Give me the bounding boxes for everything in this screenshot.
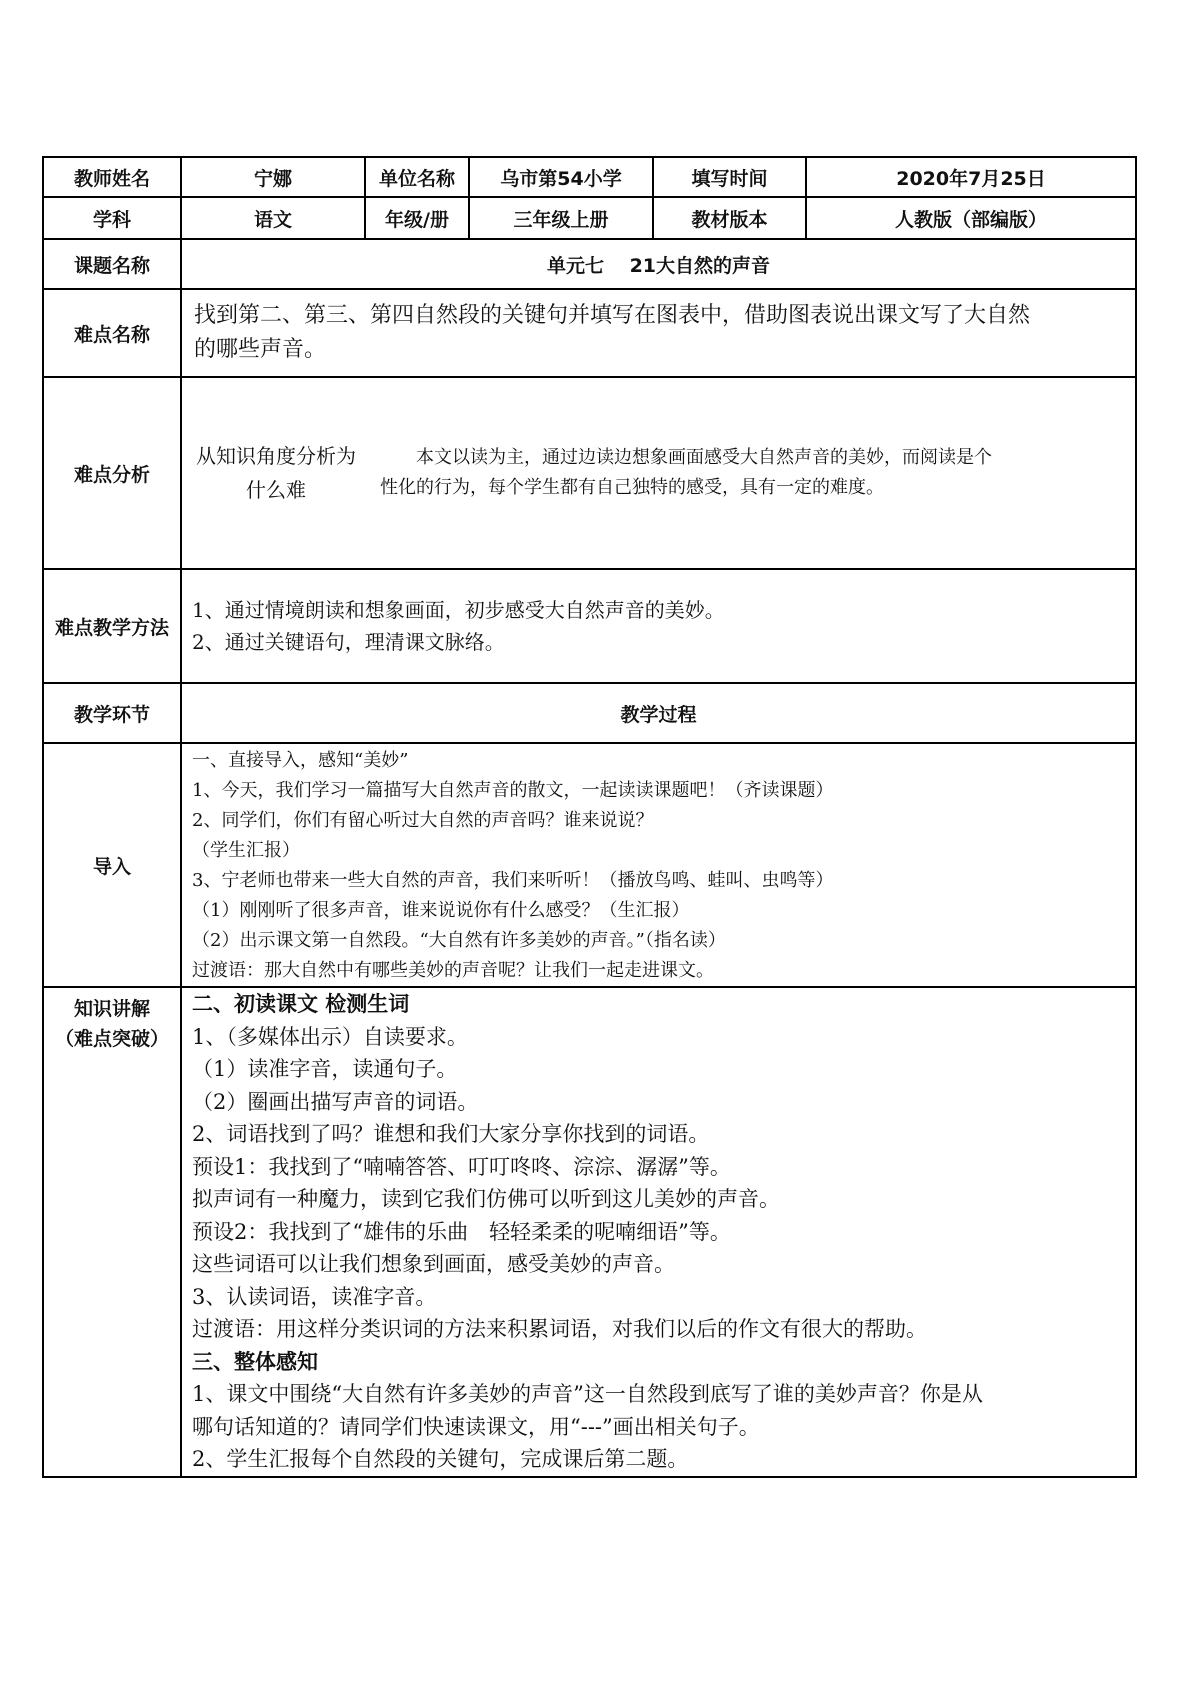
intro-line: （1）刚刚听了很多声音，谁来说说你有什么感受？（生汇报） bbox=[192, 900, 690, 921]
lesson-plan-table bbox=[42, 156, 1137, 1478]
knowledge-line: 拟声词有一种魔力，读到它我们仿佛可以听到这儿美妙的声音。 bbox=[192, 1187, 780, 1211]
edition-label: 教材版本 bbox=[653, 197, 806, 239]
topic-value: 单元七 21大自然的声音 bbox=[181, 239, 1136, 289]
difficulty-label: 难点名称 bbox=[43, 289, 181, 377]
topic-label: 课题名称 bbox=[43, 239, 181, 289]
knowledge-label-line: （难点突破） bbox=[54, 1028, 169, 1050]
unit-label: 单位名称 bbox=[365, 157, 469, 197]
date-label: 填写时间 bbox=[653, 157, 806, 197]
knowledge-row bbox=[43, 987, 1136, 1477]
fill-date: 2020年7月25日 bbox=[806, 157, 1136, 197]
knowledge-line: 过渡语：用这样分类识词的方法来积累词语，对我们以后的作文有很大的帮助。 bbox=[192, 1317, 927, 1341]
method-line: 1、通过情境朗读和想象画面，初步感受大自然声音的美妙。 bbox=[192, 598, 725, 622]
knowledge-line: 2、学生汇报每个自然段的关键句，完成课后第二题。 bbox=[192, 1447, 689, 1471]
method-row bbox=[43, 569, 1136, 683]
knowledge-line: 这些词语可以让我们想象到画面，感受美妙的声音。 bbox=[192, 1252, 675, 1276]
teacher-label: 教师姓名 bbox=[43, 157, 181, 197]
intro-line: （学生汇报） bbox=[192, 840, 300, 861]
intro-line: 过渡语：那大自然中有哪些美妙的声音呢？让我们一起走进课文。 bbox=[192, 960, 714, 981]
difficulty-row bbox=[43, 289, 1136, 377]
header-row-2 bbox=[43, 197, 1136, 239]
analysis-row bbox=[43, 377, 1136, 569]
difficulty-line: 找到第二、第三、第四自然段的关键句并填写在图表中，借助图表说出课文写了大自然 bbox=[194, 303, 1031, 328]
knowledge-line: 预设1：我找到了“喃喃答答、叮叮咚咚、淙淙、潺潺”等。 bbox=[192, 1154, 731, 1179]
intro-row bbox=[43, 743, 1136, 987]
knowledge-line: 预设2：我找到了“雄伟的乐曲 轻轻柔柔的呢喃细语”等。 bbox=[192, 1219, 731, 1244]
edition-value: 人教版（部编版） bbox=[806, 197, 1136, 239]
knowledge-line: 3、认读词语，读准字音。 bbox=[192, 1284, 437, 1309]
analysis-text bbox=[370, 439, 1135, 507]
subject-label: 学科 bbox=[43, 197, 181, 239]
process-label: 教学过程 bbox=[181, 683, 1136, 743]
intro-text bbox=[181, 743, 1136, 987]
header-row-1 bbox=[43, 157, 1136, 197]
process-header-row bbox=[43, 683, 1136, 743]
analysis-sub-label-line: 什么难 bbox=[246, 478, 306, 502]
method-label: 难点教学方法 bbox=[43, 569, 181, 683]
analysis-label: 难点分析 bbox=[43, 377, 181, 569]
analysis-inner bbox=[182, 439, 1135, 507]
unit-name: 乌市第54小学 bbox=[469, 157, 653, 197]
difficulty-line: 的哪些声音。 bbox=[194, 337, 327, 362]
intro-label: 导入 bbox=[43, 743, 181, 987]
analysis-sub-label-line: 从知识角度分析为 bbox=[196, 444, 356, 468]
intro-line: （2）出示课文第一自然段。“大自然有许多美妙的声音。”（指名读） bbox=[192, 930, 726, 951]
intro-line: 3、宁老师也带来一些大自然的声音，我们来听听！（播放鸟鸣、蛙叫、虫鸣等） bbox=[192, 870, 834, 891]
difficulty-text bbox=[181, 289, 1136, 377]
analysis-text-line: 本文以读为主，通过边读边想象画面感受大自然声音的美妙，而阅读是个 bbox=[416, 447, 992, 468]
intro-line: 1、今天，我们学习一篇描写大自然声音的散文，一起读读课题吧！（齐读课题） bbox=[192, 780, 834, 801]
knowledge-heading: 三、整体感知 bbox=[192, 1348, 318, 1374]
teacher-name: 宁娜 bbox=[181, 157, 365, 197]
method-text bbox=[181, 569, 1136, 683]
knowledge-line: （1）读准字音，读通句子。 bbox=[192, 1057, 458, 1081]
knowledge-line: 哪句话知道的？请同学们快速读课文，用“---”画出相关句子。 bbox=[192, 1414, 760, 1439]
grade-label: 年级/册 bbox=[365, 197, 469, 239]
knowledge-line: （2）圈画出描写声音的词语。 bbox=[192, 1089, 479, 1114]
topic-row bbox=[43, 239, 1136, 289]
subject-value: 语文 bbox=[181, 197, 365, 239]
knowledge-label-line: 知识讲解 bbox=[73, 998, 150, 1020]
intro-line: 2、同学们，你们有留心听过大自然的声音吗？谁来说说？ bbox=[192, 810, 654, 831]
knowledge-heading: 二、初读课文 检测生词 bbox=[192, 991, 410, 1016]
method-line: 2、通过关键语句，理清课文脉络。 bbox=[192, 630, 505, 654]
intro-line: 一、直接导入，感知“美妙” bbox=[192, 750, 409, 771]
analysis-cell bbox=[181, 377, 1136, 569]
knowledge-line: 1、（多媒体出示）自读要求。 bbox=[192, 1024, 468, 1049]
knowledge-label bbox=[43, 987, 181, 1477]
analysis-sub-label bbox=[182, 439, 370, 507]
knowledge-line: 2、词语找到了吗？谁想和我们大家分享你找到的词语。 bbox=[192, 1122, 710, 1146]
knowledge-text bbox=[181, 987, 1136, 1477]
grade-value: 三年级上册 bbox=[469, 197, 653, 239]
knowledge-line: 1、课文中围绕“大自然有许多美妙的声音”这一自然段到底写了谁的美妙声音？你是从 bbox=[192, 1382, 983, 1406]
stage-label: 教学环节 bbox=[43, 683, 181, 743]
analysis-text-line: 性化的行为，每个学生都有自己独特的感受，具有一定的难度。 bbox=[380, 477, 884, 498]
